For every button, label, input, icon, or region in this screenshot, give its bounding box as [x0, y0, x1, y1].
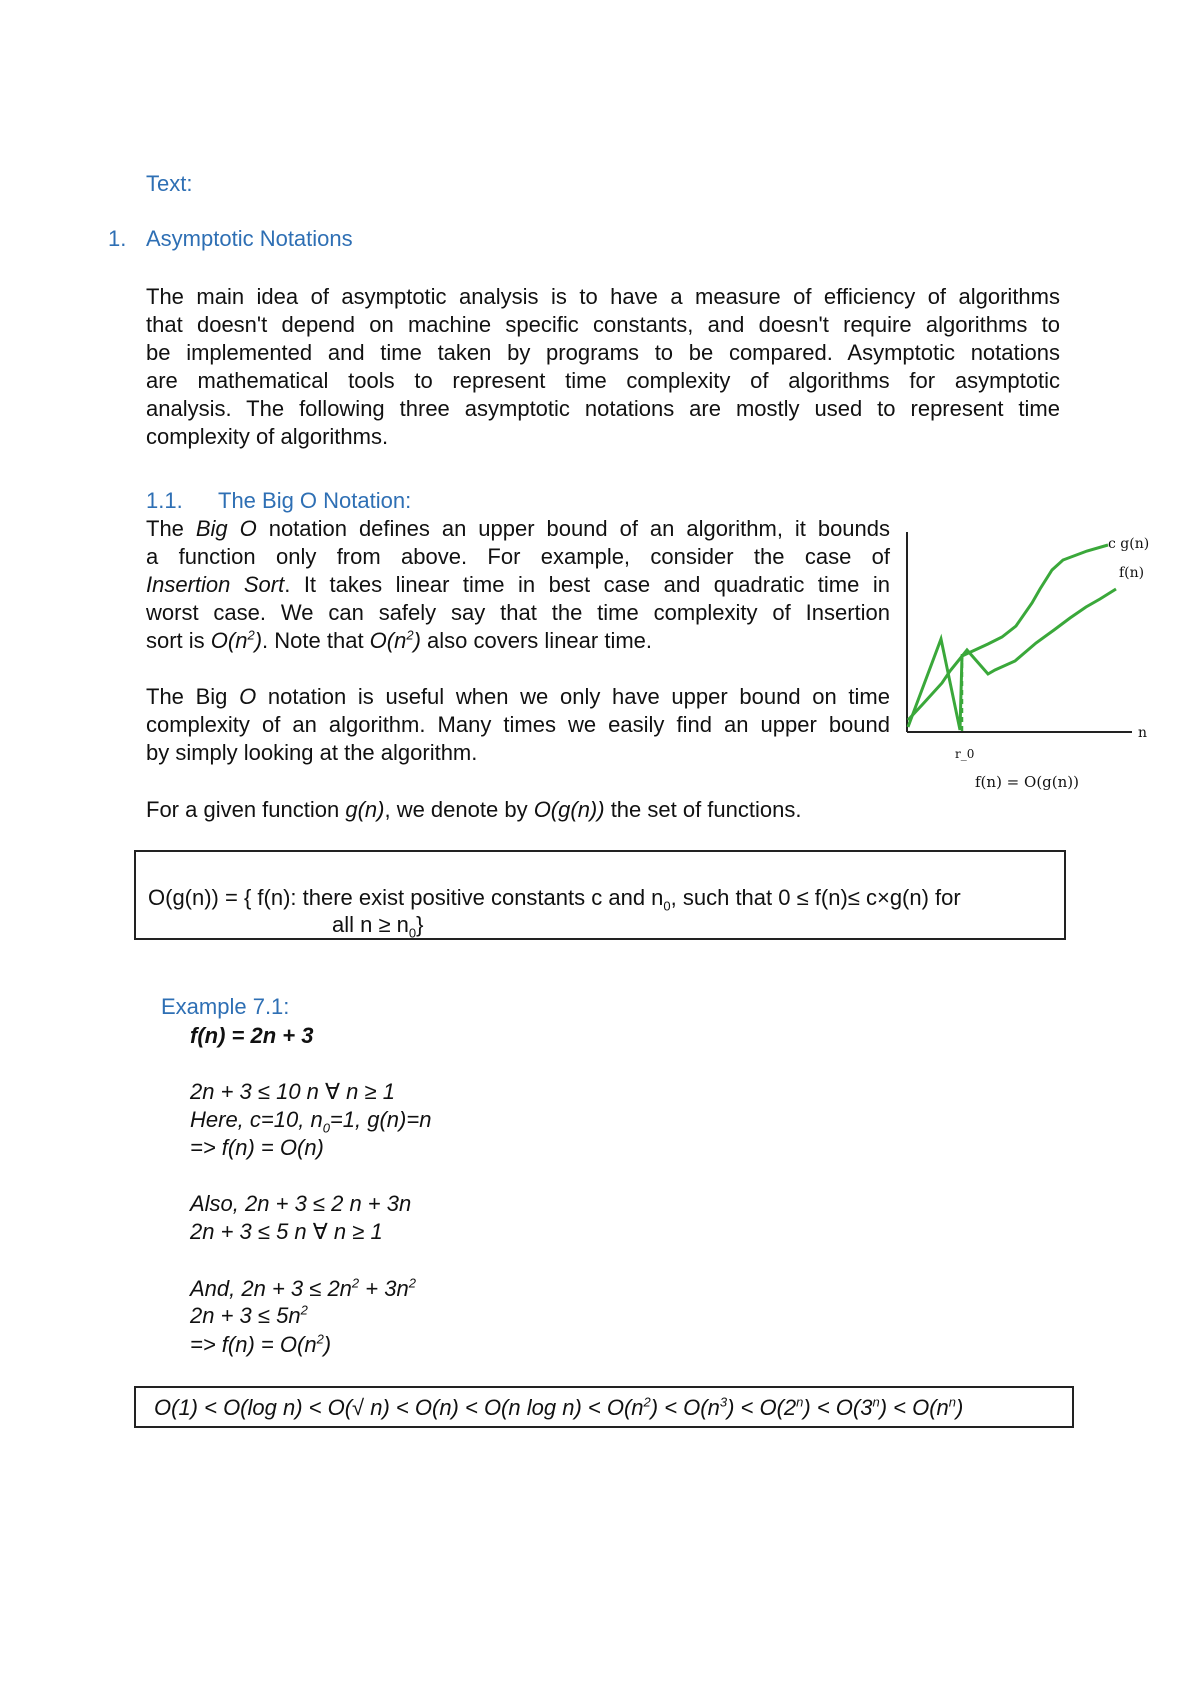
graph-svg	[890, 520, 1170, 790]
growth-order-box	[134, 1386, 1074, 1428]
example-equation: f(n) = 2n + 3	[190, 1023, 314, 1048]
definition-line-1: O(g(n)) = { f(n): there exist positive constants c and $n_0$, such that 0 ≤ f(n)≤ c×g(n) for	[148, 885, 961, 914]
example-line: 2n + 3 ≤ 10 n ∀ n ≥ 1	[190, 1079, 395, 1104]
paragraph-line: Insertion Sort. It takes linear time in best case and quadratic time in	[146, 572, 890, 597]
subsection-number: 1.1.	[146, 488, 183, 513]
given-function-line: For a given function g(n), we denote by O(g(n)) the set of functions.	[146, 797, 802, 822]
n-axis-label: n	[1138, 725, 1148, 741]
text-label: Text:	[146, 171, 193, 196]
section-number: 1.	[108, 226, 127, 251]
intro-line: complexity of algorithms.	[146, 424, 389, 449]
intro-line: are mathematical tools to represent time complexity of algorithms for asymptotic	[146, 368, 1060, 393]
big-o-graph	[890, 520, 1170, 790]
example-line: => f(n) = O(n)	[190, 1135, 324, 1160]
paragraph-line: by simply looking at the algorithm.	[146, 740, 478, 765]
f-curve	[908, 589, 1116, 720]
definition-box	[134, 850, 1066, 940]
section-title: Asymptotic Notations	[146, 226, 353, 251]
definition-line-2: all $n \ge n_0$}	[332, 912, 424, 941]
example-line: Also, 2n + 3 ≤ 2 n + 3n	[190, 1191, 412, 1216]
big-o-paragraph	[146, 515, 890, 655]
intro-line: The main idea of asymptotic analysis is to have a measure of efficiency of algorithms	[146, 284, 1060, 309]
intro-paragraph	[146, 283, 1060, 451]
example-line: => $f(n) = O(n^2)$	[190, 1331, 332, 1357]
example-line: 2n + 3 ≤ 5 n ∀ n ≥ 1	[190, 1219, 383, 1244]
intro-line: be implemented and time taken by programs to be compared. Asymptotic notations	[146, 340, 1060, 365]
paragraph-line: The Big O notation defines an upper bound of an algorithm, it bounds	[146, 516, 891, 541]
paragraph-line: worst case. We can safely say that the time complexity of Insertion	[146, 600, 890, 625]
cg-label: c g(n)	[1108, 536, 1150, 552]
growth-order-line: O(1) < O(log n) < O(√ n) < O(n) < O(n $\log n) < O(n^2) < O(n^3) < O(2^n) < O(3^n) < O(n^n)$	[154, 1394, 964, 1420]
example-line: And, $2n + 3 \le 2n^2 + 3n^2$	[190, 1275, 416, 1301]
example-line: Here, c=10, $n_0=1$, g(n)=n	[190, 1107, 432, 1136]
graph-caption: f(n) = O(g(n))	[975, 773, 1079, 791]
paragraph-line: The Big O notation is useful when we only have upper bound on time	[146, 684, 890, 709]
example-line: $2n + 3 \le 5n^2$	[190, 1302, 308, 1328]
intro-line: that doesn't depend on machine specific constants, and doesn't require algorithms to	[146, 312, 1060, 337]
f-label: f(n)	[1119, 565, 1145, 581]
paragraph-line: a function only from above. For example, consider the case of	[146, 544, 890, 569]
paragraph-line: sort is $O(n^2)$. Note that $O(n^2)$ also covers linear time.	[146, 627, 653, 653]
cg-curve	[908, 545, 1108, 730]
intro-line: analysis. The following three asymptotic notations are mostly used to represent time	[146, 396, 1060, 421]
paragraph-line: complexity of an algorithm. Many times we easily find an upper bound	[146, 712, 890, 737]
n0-label: r_0	[955, 747, 975, 761]
subsection-title: The Big O Notation:	[218, 488, 412, 513]
upper-bound-paragraph	[146, 683, 890, 767]
example-title: Example 7.1:	[161, 994, 290, 1019]
